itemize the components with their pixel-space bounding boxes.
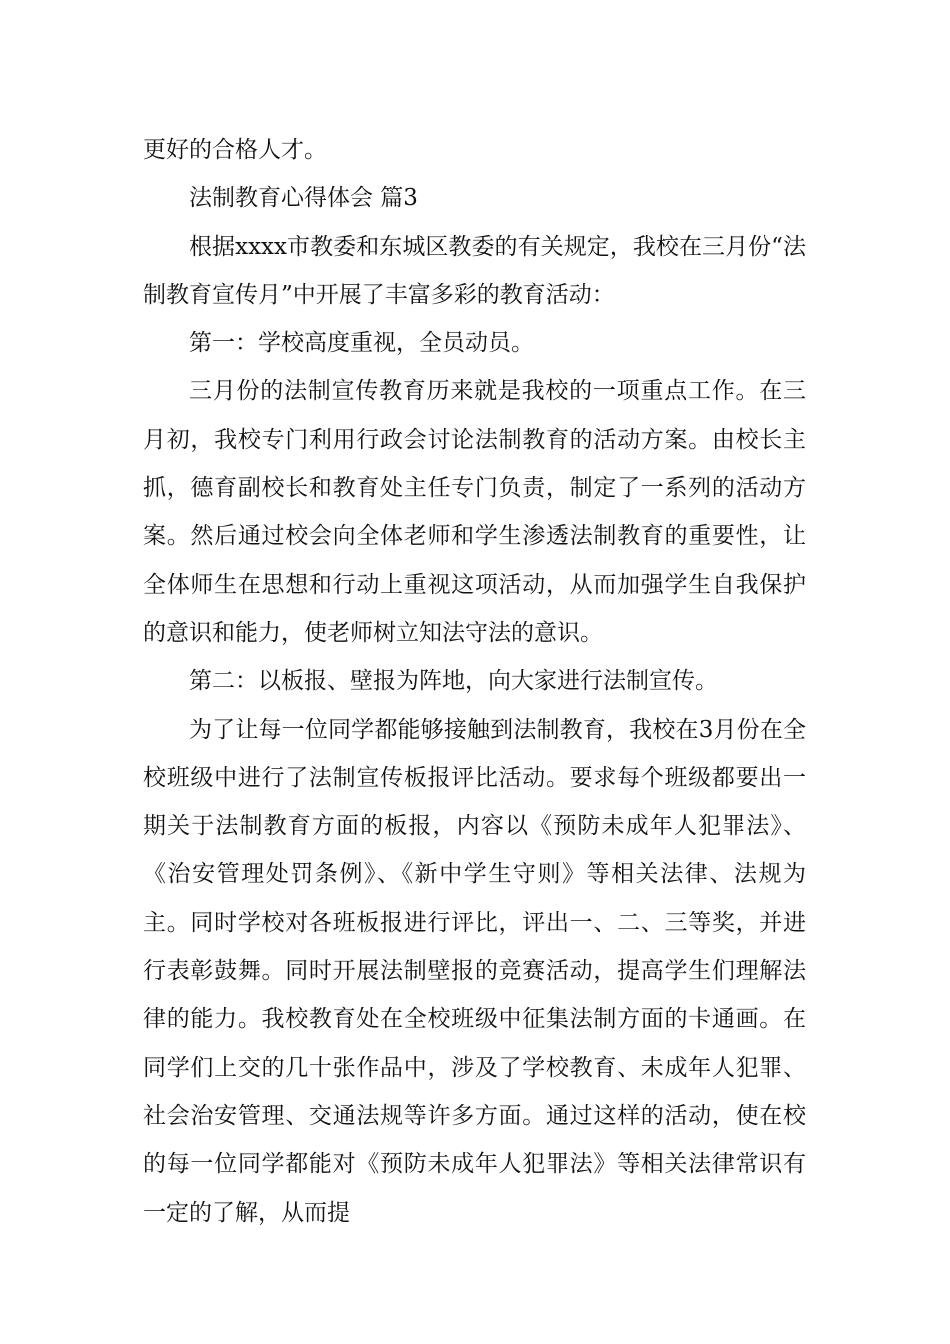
paragraph-point-one: 三月份的法制宣传教育历来就是我校的一项重点工作。在三月初，我校专门利用行政会讨论法制教育的活动方案。由校长主抓，德育副校长和教育处主任专门负责，制定了一系列的活动方案。然后通过校会向全体老师和学生渗透法制教育的重要性，让全体师生在思想和行动上重视这项活动，从而加强学生自我保护的意识和能力，使老师树立知法守法的意识。 (143, 378, 806, 646)
paragraph-intro: 根据xxxx市教委和东城区教委的有关规定，我校在三月份“法制教育宣传月”中开展了丰富多彩的教育活动： (143, 233, 806, 308)
section-heading: 法制教育心得体会 篇3 (189, 185, 418, 212)
point-one-heading: 第一：学校高度重视，全员动员。 (189, 330, 534, 357)
paragraph-continuation: 更好的合格人才。 (143, 137, 327, 163)
point-two-heading: 第二：以板报、壁报为阵地，向大家进行法制宣传。 (189, 668, 718, 695)
paragraph-point-two: 为了让每一位同学都能够接触到法制教育，我校在3月份在全校班级中进行了法制宣传板报评比活动。要求每个班级都要出一期关于法制教育方面的板报，内容以《预防未成年人犯罪法》、《治安管理处罚条例》、《新中学生守则》等相关法律、法规为主。同时学校对各班板报进行评比，评出一、二、三等奖，并进行表彰鼓舞。同时开展法制壁报的竞赛活动，提高学生们理解法律的能力。我校教育处在全校班级中征集法制方面的卡通画。在同学们上交的几十张作品中，涉及了学校教育、未成年人犯罪、社会治安管理、交通法规等许多方面。通过这样的活动，使在校的每一位同学都能对《预防未成年人犯罪法》等相关法律常识有一定的了解，从而提 (143, 716, 806, 1226)
document-body (143, 126, 806, 1237)
